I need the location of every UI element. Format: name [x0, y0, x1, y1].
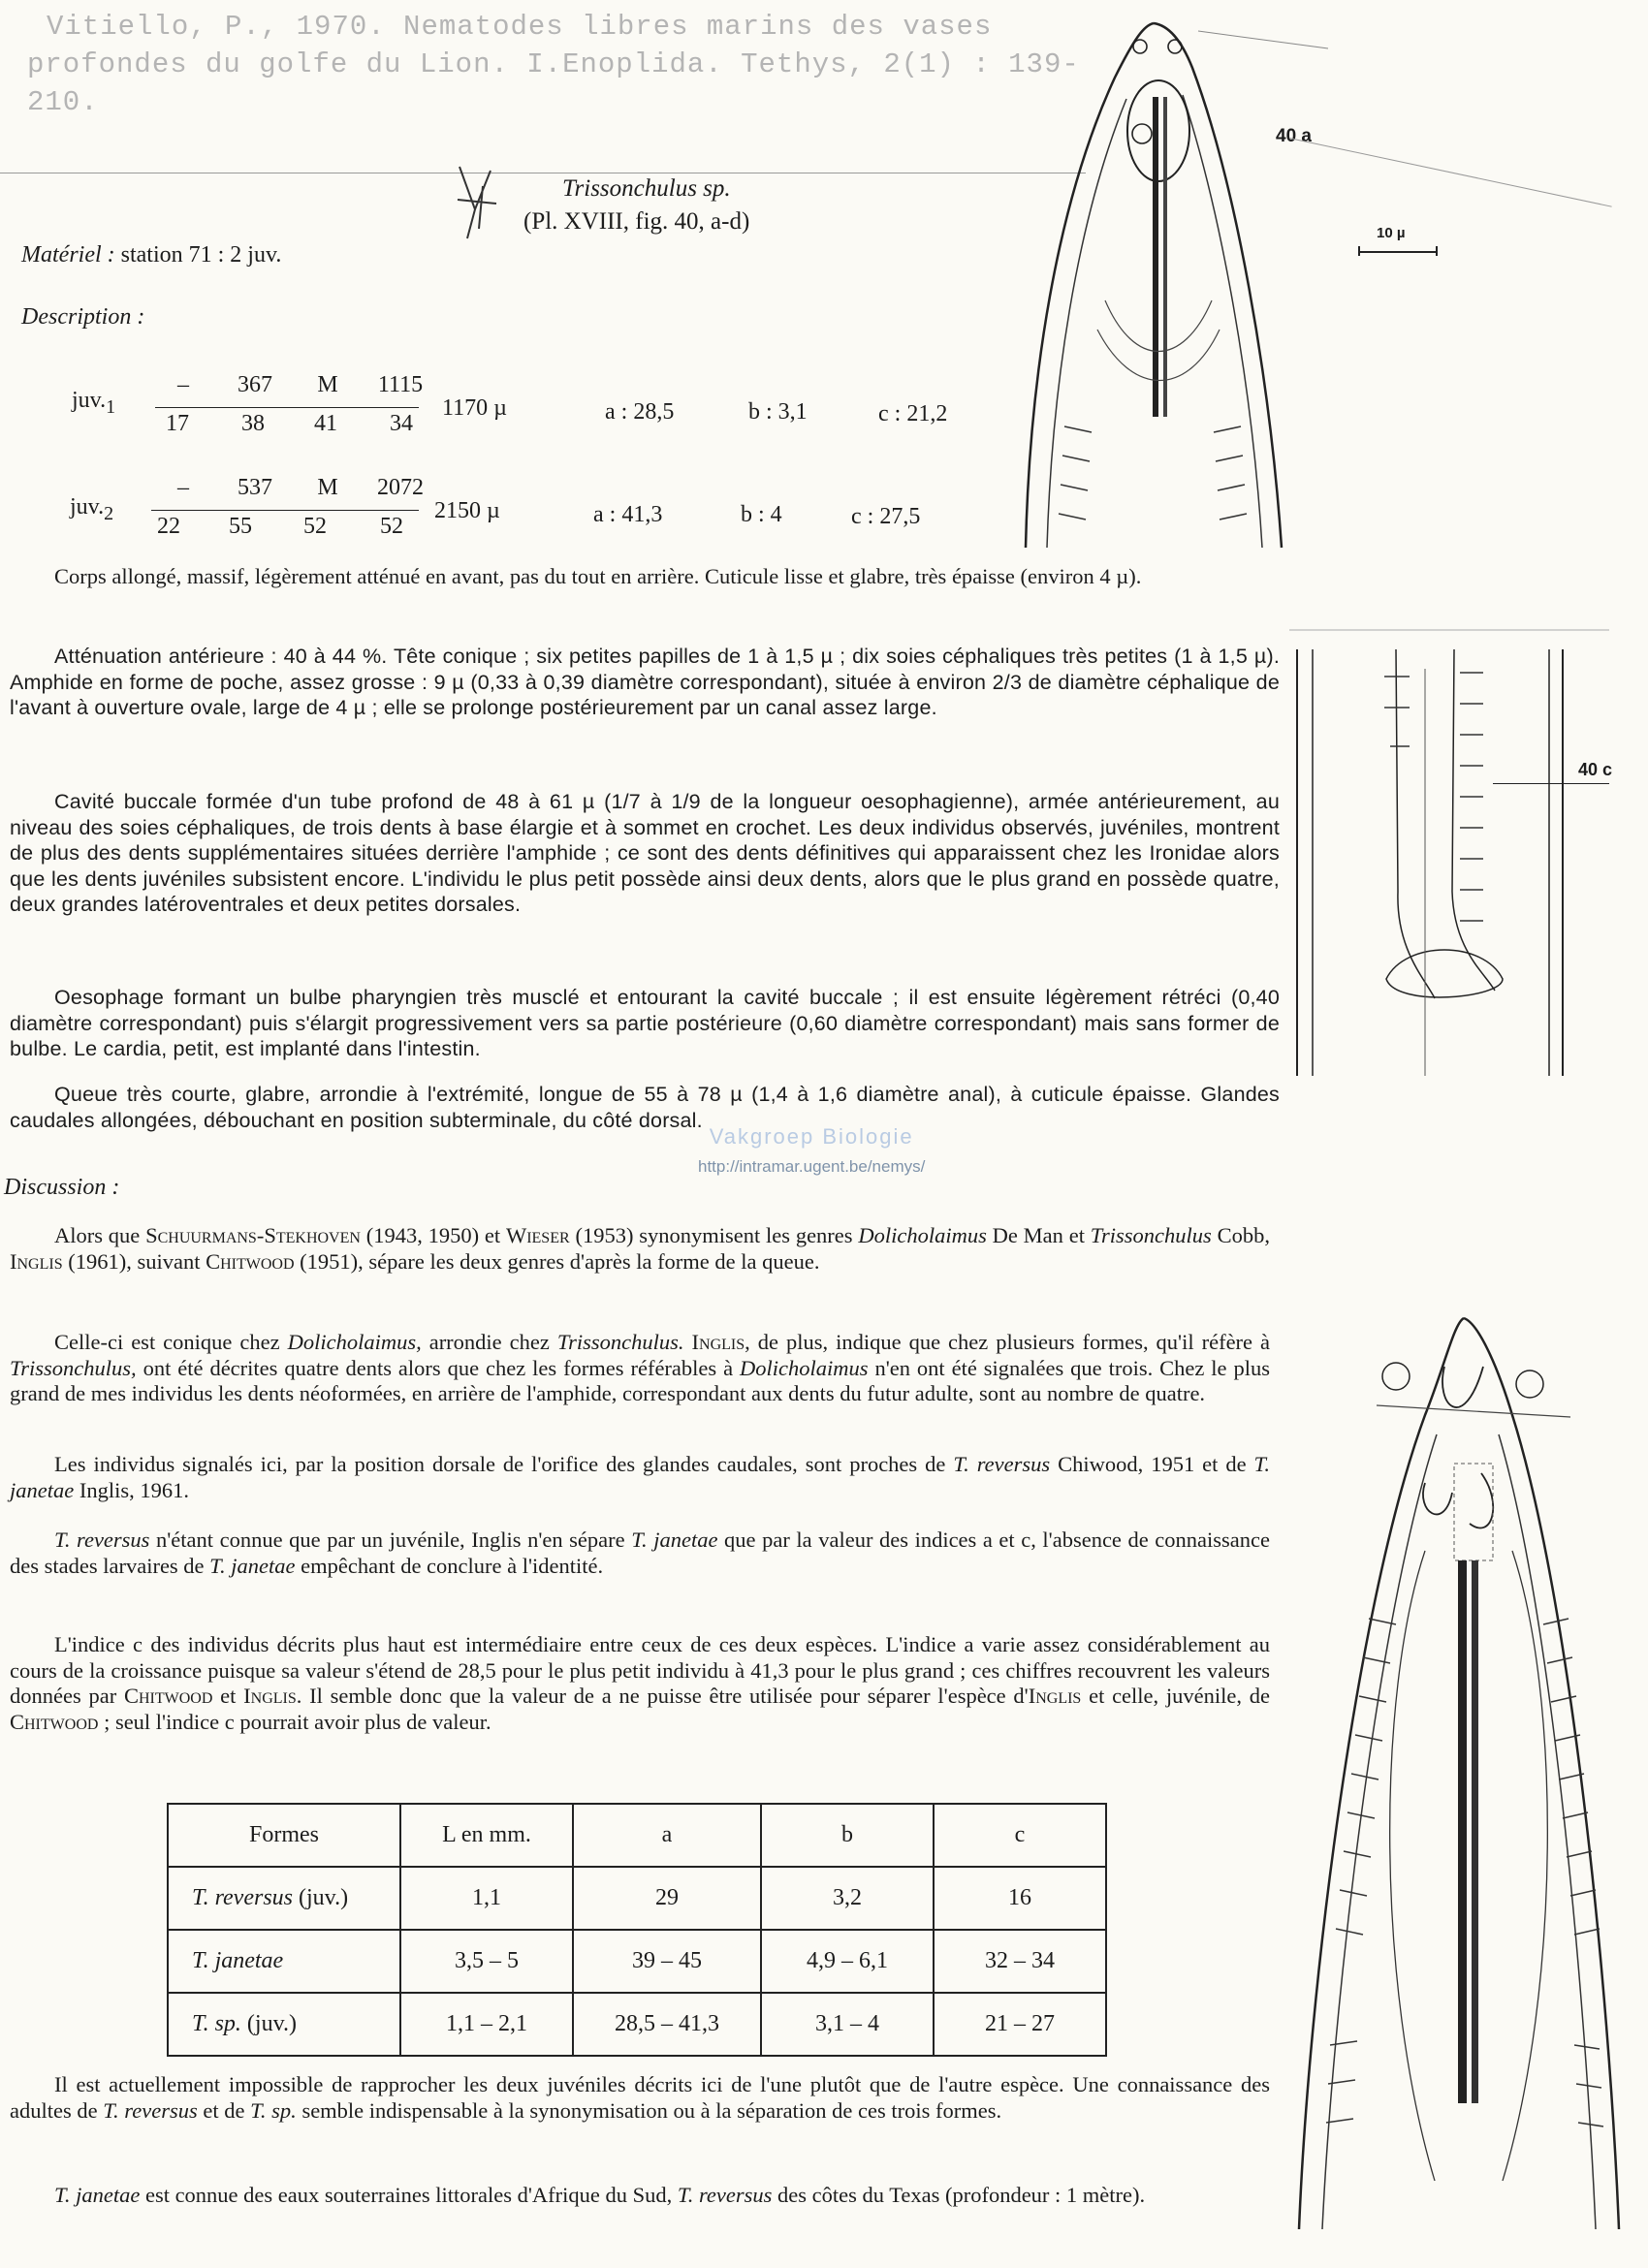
label-underline	[1493, 783, 1609, 784]
figure-label-40c: 40 c	[1578, 760, 1613, 779]
table-row	[168, 1867, 1106, 1930]
formula-top: – 367 M 1115	[177, 372, 424, 397]
table-header: L en mm.	[400, 1804, 573, 1867]
body-length: 2150 µ	[434, 498, 500, 523]
table-cell: 21 – 27	[934, 1993, 1106, 2056]
formula-label: $juv._1$	[72, 388, 116, 418]
formula-label: $juv._2$	[70, 494, 114, 524]
index-a: a : 28,5	[605, 399, 675, 425]
paragraph-discussion-3: Les individus signalés ici, par la position dorsale de l'orifice des glandes caudales, sont proches de T. reversus Chiwood, 1951 et de T. janetae Inglis, 1961.	[10, 1452, 1270, 1502]
reference-stamp: Vitiello, P., 1970. Nematodes libres marins des vases profondes du golfe du Lion. I.Enoplida. Tethys, 2(1) : 139-210.	[27, 11, 1080, 118]
index-c: c : 27,5	[851, 504, 921, 529]
watermark	[698, 1124, 925, 1177]
scale-bar	[1357, 242, 1441, 256]
scale-label: 10 µ	[1377, 225, 1406, 241]
taxon-name: Trissonchulus sp.	[562, 175, 731, 202]
table-cell: 1,1 – 2,1	[400, 1993, 573, 2056]
paragraph-discussion-2: Celle-ci est conique chez Dolicholaimus, arrondie chez Trissonchulus. Inglis, de plus, indique que chez plusieurs formes, qu'il réfère à Trissonchulus, ont été décrites quatre dents alors que chez les formes référables à Dolicholaimus n'en ont été signalées que trois. Chez le plus grand de mes individus les dents néoformées, en arrière de l'amphide, correspondant aux dents du futur adulte, sont au nombre de quatre.	[10, 1330, 1271, 1405]
paragraph-attenuation: Atténuation antérieure : 40 à 44 %. Tête conique ; six petites papilles de 1 à 1,5 µ ; dix soies céphaliques très petites (1 à 1,5 µ). Amphide en forme de poche, assez grosse : 9 µ (0,33 à 0,39 diamètre correspondant), située à environ 2/3 de diamètre céphalique de l'avant à ouverture ovale, large de 4 µ ; elle se prolonge postérieurement par un canal assez large.	[10, 645, 1280, 719]
table-row	[168, 1993, 1106, 2056]
paragraph-oesophage: Oesophage formant un bulbe pharyngien très musclé et entourant la cavité buccale ; il est ensuite légèrement rétréci (0,40 diamètre correspondant) puis s'élargit progressivement vers sa partie postérieure (0,60 diamètre correspondant) mais sans former de bulbe. Le cardia, petit, est implanté dans l'intestin.	[10, 986, 1280, 1060]
materiel-line	[21, 242, 281, 268]
figure-40b-head	[1280, 1308, 1638, 2239]
table-cell: 3,2	[761, 1867, 934, 1930]
paragraph-conclusion-1: Il est actuellement impossible de rapprocher les deux juvéniles décrits ici de l'une plutôt que de l'autre espèce. Une connaissance des adultes de T. reversus et de T. sp. semble indispensable à la synonymisation ou à la séparation de ces trois formes.	[10, 2072, 1270, 2123]
table-cell: 4,9 – 6,1	[761, 1930, 934, 1993]
index-a: a : 41,3	[593, 502, 663, 527]
plate-reference: (Pl. XVIII, fig. 40, a-d)	[523, 208, 750, 235]
table-row	[168, 1930, 1106, 1993]
body-length: 1170 µ	[442, 395, 507, 421]
table-cell: 29	[573, 1867, 761, 1930]
table-cell: 1,1	[400, 1867, 573, 1930]
taxon-title	[523, 173, 749, 238]
table-header-row	[168, 1804, 1106, 1867]
index-c: c : 21,2	[878, 401, 948, 426]
paragraph-corps: Corps allongé, massif, légèrement atténué en avant, pas du tout en arrière. Cuticule lisse et glabre, très épaisse (environ 4 µ).	[54, 564, 1142, 588]
table-cell: 39 – 45	[573, 1930, 761, 1993]
fraction-bar	[151, 510, 419, 511]
index-b: b : 3,1	[748, 399, 808, 425]
table-cell-forme: T. reversus (juv.)	[168, 1867, 400, 1930]
figure-40a-anterior	[1008, 10, 1299, 552]
paragraph-discussion-1: Alors que Schuurmans-Stekhoven (1943, 1950) et Wieser (1953) synonymisent les genres Dolicholaimus De Man et Trissonchulus Cobb, Inglis (1961), suivant Chitwood (1951), sépare les deux genres d'après la forme de la queue.	[10, 1223, 1270, 1274]
table-header: a	[573, 1804, 761, 1867]
leader-line	[1289, 138, 1612, 207]
table-cell: 28,5 – 41,3	[573, 1993, 761, 2056]
paragraph-queue: Queue très courte, glabre, arrondie à l'extrémité, longue de 55 à 78 µ (1,4 à 1,6 diamètre anal), à cuticule épaisse. Glandes caudales allongées, débouchant en position subterminale, du côté dorsal.	[10, 1083, 1280, 1132]
paragraph-cavite: Cavité buccale formée d'un tube profond de 48 à 61 µ (1/7 à 1/9 de la longueur oesophagienne), armée antérieurement, au niveau des soies céphaliques, de trois dents à base élargie et à sommet en crochet. Les deux individus observés, juvéniles, montrent de plus des dents supplémentaires situées derrière l'amphide ; ce sont des dents définitives qui apparaissent chez les Ironidae alors que les dents juvéniles subsistent encore. L'individu le plus petit possède ainsi deux dents, alors que le plus grand en possède quatre, deux grandes latéroventrales et deux petites dorsales.	[10, 790, 1280, 916]
table-cell: 3,1 – 4	[761, 1993, 934, 2056]
comparison-table	[167, 1803, 1107, 2057]
formula-bottom: 17 38 41 34	[166, 411, 413, 436]
paragraph-discussion-5: L'indice c des individus décrits plus haut est intermédiaire entre ceux de ces deux espèces. L'indice a varie assez considérablement au cours de la croissance puisque sa valeur s'étend de 28,5 pour le plus petit individu à 41,3 pour le plus grand ; ces chiffres recouvrent les valeurs données par Chitwood et Inglis. Il semble donc que la valeur de a ne puisse être utilisée pour séparer l'espèce d'Inglis et celle, juvénile, de Chitwood ; seul l'indice c pourrait avoir plus de valeur.	[10, 1632, 1270, 1734]
handwritten-mark	[454, 161, 500, 240]
materiel-value: station 71 : 2 juv.	[120, 242, 282, 268]
watermark-org: Vakgroep Biologie	[709, 1124, 914, 1149]
figure-label-40a: 40 a	[1276, 126, 1312, 146]
materiel-label: Matériel :	[21, 242, 115, 268]
discussion-heading: Discussion :	[4, 1175, 120, 1200]
paragraph-discussion-4: T. reversus n'étant connue que par un juvénile, Inglis n'en sépare T. janetae que par la valeur des indices a et c, l'absence de connaissance des stades larvaires de T. janetae empêchant de conclure à l'identité.	[10, 1528, 1270, 1578]
fraction-bar	[155, 407, 419, 408]
table-cell-forme: T. janetae	[168, 1930, 400, 1993]
formula-top: – 537 M 2072	[177, 475, 424, 500]
table-cell: 32 – 34	[934, 1930, 1106, 1993]
table-cell: 3,5 – 5	[400, 1930, 573, 1993]
table-header: c	[934, 1804, 1106, 1867]
table-cell: 16	[934, 1867, 1106, 1930]
watermark-url: http://intramar.ugent.be/nemys/	[698, 1157, 926, 1176]
table-header: Formes	[168, 1804, 400, 1867]
figure-40c-cardia	[1289, 630, 1619, 1076]
index-b: b : 4	[741, 502, 782, 527]
table-header: b	[761, 1804, 934, 1867]
description-heading: Description :	[21, 304, 145, 330]
formula-bottom: 22 55 52 52	[157, 514, 403, 539]
table-cell-forme: T. sp. (juv.)	[168, 1993, 400, 2056]
paragraph-conclusion-2: T. janetae est connue des eaux souterraines littorales d'Afrique du Sud, T. reversus des côtes du Texas (profondeur : 1 mètre).	[54, 2183, 1146, 2207]
